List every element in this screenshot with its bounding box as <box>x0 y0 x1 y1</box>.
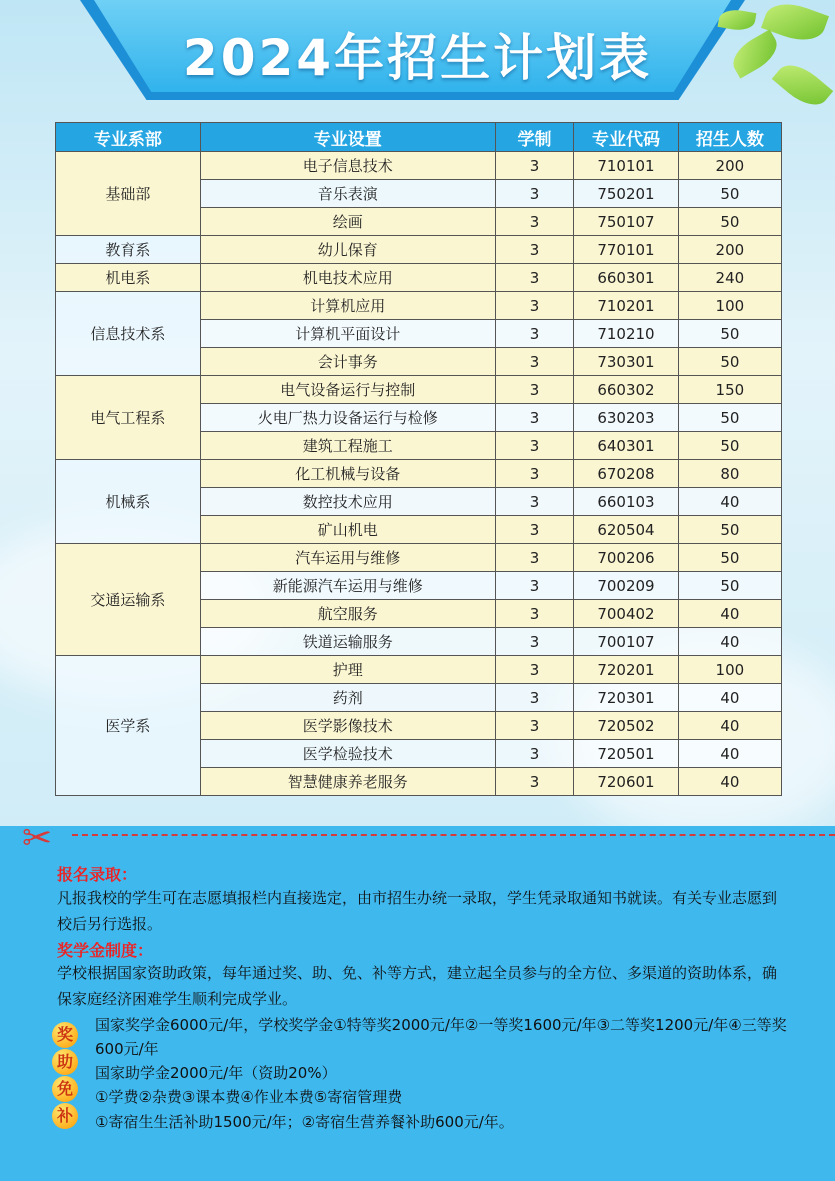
duration-cell: 3 <box>495 628 573 656</box>
dept-cell: 电气工程系 <box>56 376 201 460</box>
major-cell: 建筑工程施工 <box>200 432 495 460</box>
code-cell: 660103 <box>574 488 679 516</box>
duration-cell: 3 <box>495 208 573 236</box>
code-cell: 630203 <box>574 404 679 432</box>
code-cell: 730301 <box>574 348 679 376</box>
major-cell: 机电技术应用 <box>200 264 495 292</box>
major-cell: 幼儿保育 <box>200 236 495 264</box>
code-cell: 720601 <box>574 768 679 796</box>
table-row <box>56 236 782 264</box>
major-cell: 数控技术应用 <box>200 488 495 516</box>
duration-cell: 3 <box>495 460 573 488</box>
duration-cell: 3 <box>495 292 573 320</box>
major-cell: 医学影像技术 <box>200 712 495 740</box>
code-cell: 670208 <box>574 460 679 488</box>
code-cell: 620504 <box>574 516 679 544</box>
major-cell: 智慧健康养老服务 <box>200 768 495 796</box>
code-cell: 700209 <box>574 572 679 600</box>
dept-cell: 教育系 <box>56 236 201 264</box>
code-cell: 750107 <box>574 208 679 236</box>
dept-cell: 信息技术系 <box>56 292 201 376</box>
quota-cell: 50 <box>678 572 781 600</box>
duration-cell: 3 <box>495 712 573 740</box>
code-cell: 720301 <box>574 684 679 712</box>
code-cell: 700206 <box>574 544 679 572</box>
major-cell: 音乐表演 <box>200 180 495 208</box>
quota-cell: 50 <box>678 180 781 208</box>
code-cell: 750201 <box>574 180 679 208</box>
major-cell: 药剂 <box>200 684 495 712</box>
code-cell: 640301 <box>574 432 679 460</box>
page-title: 2024年招生计划表 <box>182 29 653 87</box>
duration-cell: 3 <box>495 264 573 292</box>
code-cell: 770101 <box>574 236 679 264</box>
quota-cell: 40 <box>678 712 781 740</box>
dept-cell: 机电系 <box>56 264 201 292</box>
code-cell: 720502 <box>574 712 679 740</box>
table-row <box>56 460 782 488</box>
badge-aid-icon: 助 <box>52 1049 78 1075</box>
quota-cell: 40 <box>678 628 781 656</box>
badge-exempt-icon: 免 <box>52 1076 78 1102</box>
scholarship-item: 国家奖学金6000元/年，学校奖学金①特等奖2000元/年②一等奖1600元/年③二等奖1200元/年④三等奖600元/年 <box>95 1016 787 1058</box>
code-cell: 710201 <box>574 292 679 320</box>
dept-cell: 基础部 <box>56 152 201 236</box>
duration-cell: 3 <box>495 404 573 432</box>
scholarship-item: ①寄宿生生活补助1500元/年；②寄宿生营养餐补助600元/年。 <box>95 1113 514 1131</box>
scholarship-item: ①学费②杂费③课本费④作业本费⑤寄宿管理费 <box>95 1088 403 1106</box>
dept-cell: 交通运输系 <box>56 544 201 656</box>
table-row <box>56 656 782 684</box>
scholarship-item: 国家助学金2000元/年（资助20%） <box>95 1064 337 1082</box>
major-cell: 医学检验技术 <box>200 740 495 768</box>
table-row <box>56 152 782 180</box>
major-cell: 铁道运输服务 <box>200 628 495 656</box>
code-cell: 710101 <box>574 152 679 180</box>
duration-cell: 3 <box>495 544 573 572</box>
major-cell: 会计事务 <box>200 348 495 376</box>
table-row <box>56 376 782 404</box>
table-row <box>56 264 782 292</box>
badge-subsidy-icon: 补 <box>52 1103 78 1129</box>
quota-cell: 50 <box>678 432 781 460</box>
table-row <box>56 292 782 320</box>
duration-cell: 3 <box>495 684 573 712</box>
quota-cell: 240 <box>678 264 781 292</box>
major-cell: 化工机械与设备 <box>200 460 495 488</box>
admission-heading: 报名录取： <box>57 865 138 884</box>
duration-cell: 3 <box>495 236 573 264</box>
major-cell: 电子信息技术 <box>200 152 495 180</box>
col-header-major: 专业设置 <box>200 123 495 152</box>
scissors-icon: ✂ <box>22 818 53 859</box>
quota-cell: 50 <box>678 208 781 236</box>
duration-cell: 3 <box>495 376 573 404</box>
duration-cell: 3 <box>495 348 573 376</box>
quota-cell: 50 <box>678 516 781 544</box>
duration-cell: 3 <box>495 600 573 628</box>
major-cell: 计算机应用 <box>200 292 495 320</box>
quota-cell: 40 <box>678 684 781 712</box>
duration-cell: 3 <box>495 180 573 208</box>
duration-cell: 3 <box>495 432 573 460</box>
major-cell: 电气设备运行与控制 <box>200 376 495 404</box>
quota-cell: 50 <box>678 320 781 348</box>
duration-cell: 3 <box>495 572 573 600</box>
major-cell: 火电厂热力设备运行与检修 <box>200 404 495 432</box>
admission-text: 凡报我校的学生可在志愿填报栏内直接选定，由市招生办统一录取，学生凭录取通知书就读。有关专业志愿到校后另行选报。 <box>57 889 778 933</box>
col-header-quota: 招生人数 <box>678 123 781 152</box>
duration-cell: 3 <box>495 516 573 544</box>
quota-cell: 50 <box>678 348 781 376</box>
quota-cell: 100 <box>678 656 781 684</box>
quota-cell: 50 <box>678 544 781 572</box>
major-cell: 绘画 <box>200 208 495 236</box>
code-cell: 720501 <box>574 740 679 768</box>
col-header-duration: 学制 <box>495 123 573 152</box>
duration-cell: 3 <box>495 152 573 180</box>
quota-cell: 40 <box>678 740 781 768</box>
duration-cell: 3 <box>495 320 573 348</box>
badge-reward-icon: 奖 <box>52 1022 78 1048</box>
quota-cell: 200 <box>678 152 781 180</box>
quota-cell: 50 <box>678 404 781 432</box>
leaves-decoration <box>695 0 835 120</box>
quota-cell: 150 <box>678 376 781 404</box>
quota-cell: 200 <box>678 236 781 264</box>
quota-cell: 100 <box>678 292 781 320</box>
major-cell: 计算机平面设计 <box>200 320 495 348</box>
duration-cell: 3 <box>495 768 573 796</box>
table-header-row <box>56 123 782 152</box>
major-cell: 新能源汽车运用与维修 <box>200 572 495 600</box>
cut-line <box>72 834 835 836</box>
duration-cell: 3 <box>495 656 573 684</box>
quota-cell: 40 <box>678 768 781 796</box>
scholarship-heading: 奖学金制度： <box>57 941 154 960</box>
quota-cell: 40 <box>678 600 781 628</box>
quota-cell: 40 <box>678 488 781 516</box>
code-cell: 660301 <box>574 264 679 292</box>
col-header-dept: 专业系部 <box>56 123 201 152</box>
table-row <box>56 544 782 572</box>
major-cell: 护理 <box>200 656 495 684</box>
code-cell: 720201 <box>574 656 679 684</box>
col-header-code: 专业代码 <box>574 123 679 152</box>
quota-cell: 80 <box>678 460 781 488</box>
duration-cell: 3 <box>495 740 573 768</box>
code-cell: 710210 <box>574 320 679 348</box>
major-cell: 航空服务 <box>200 600 495 628</box>
duration-cell: 3 <box>495 488 573 516</box>
code-cell: 660302 <box>574 376 679 404</box>
major-cell: 汽车运用与维修 <box>200 544 495 572</box>
code-cell: 700107 <box>574 628 679 656</box>
dept-cell: 机械系 <box>56 460 201 544</box>
scholarship-text: 学校根据国家资助政策，每年通过奖、助、免、补等方式，建立起全员参与的全方位、多渠道的资助体系，确保家庭经济困难学生顺利完成学业。 <box>57 964 778 1008</box>
major-cell: 矿山机电 <box>200 516 495 544</box>
code-cell: 700402 <box>574 600 679 628</box>
dept-cell: 医学系 <box>56 656 201 796</box>
enrollment-table <box>55 122 782 796</box>
